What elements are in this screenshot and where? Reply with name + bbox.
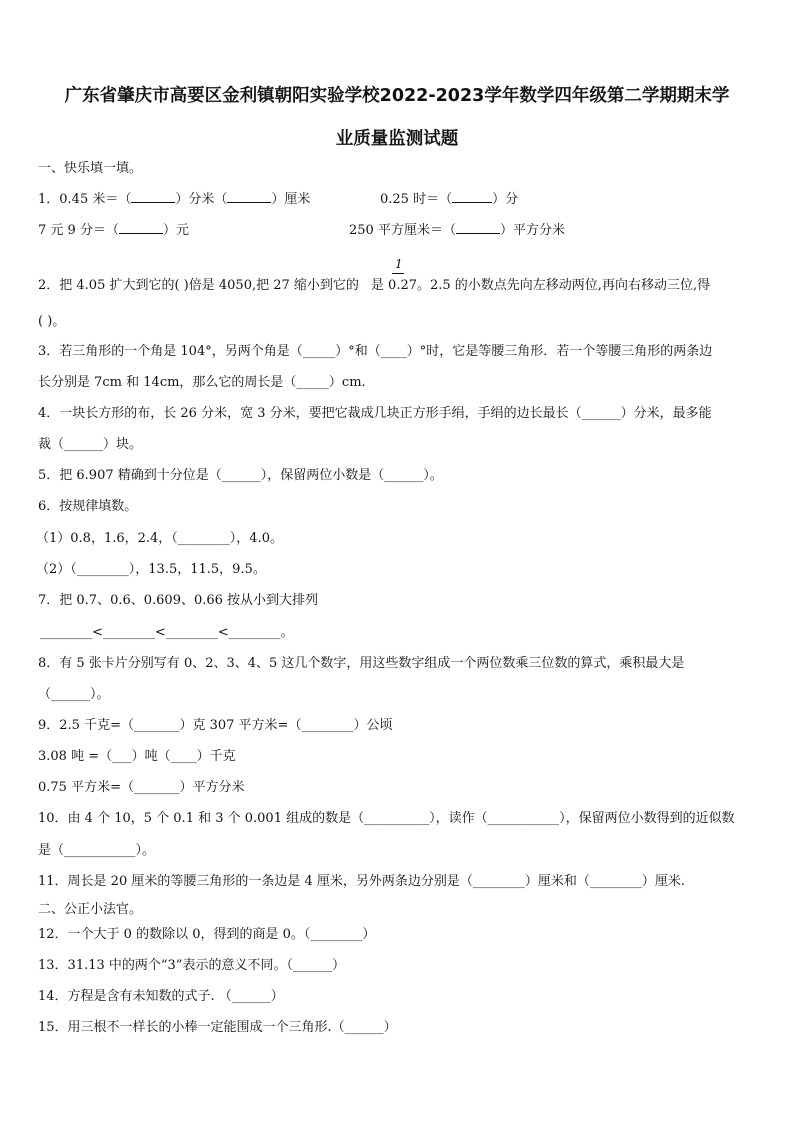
q1-part-b-prefix: 0.25 时＝（ bbox=[380, 192, 453, 207]
question-9-part-1: 9．2.5 千克=（_______）克 307 平方米=（________）公顷 bbox=[38, 718, 393, 733]
question-7-answer-line: ________<________<________<________。 bbox=[40, 625, 294, 640]
q1-part-c-prefix: 7 元 9 分＝（ bbox=[38, 223, 119, 238]
question-1-row-2 bbox=[38, 220, 758, 237]
q1-part-d-prefix: 250 平方厘米＝（ bbox=[349, 223, 456, 238]
q2-text-part-1: 2．把 4.05 扩大到它的( )倍是 4050,把 27 缩小到它的 bbox=[38, 278, 359, 293]
question-6-part-1: （1）0.8，1.6，2.4，（________），4.0。 bbox=[36, 531, 283, 546]
q1-blank-yuan bbox=[119, 220, 163, 234]
question-3-line-1: 3．若三角形的一个角是 104°，另两个角是（_____）°和（____）°时，它是等腰三角形．若一个等腰三角形的两条边 bbox=[38, 344, 713, 359]
question-9-part-3: 0.75 平方米=（_______）平方分米 bbox=[38, 780, 245, 795]
section-heading-fill-in: 一、快乐填一填。 bbox=[38, 161, 143, 176]
q1-part-c-suffix: ）元 bbox=[162, 223, 189, 238]
section-heading-true-false: 二、公正小法官。 bbox=[38, 902, 143, 917]
q1-part-b bbox=[380, 189, 518, 206]
q1-part-a-middle: ）分米（ bbox=[175, 192, 228, 207]
q1-part-d-suffix: ）平方分米 bbox=[499, 223, 565, 238]
question-8-line-1: 8．有 5 张卡片分别写有 0、2、3、4、5 这几个数字，用这些数字组成一个两位数乘三位数的算式，乘积最大是 bbox=[38, 656, 685, 671]
q2-text-part-2: 是 0.27。2.5 的小数点先向左移动两位,再向右移动三位,得 bbox=[370, 278, 711, 293]
question-14: 14．方程是含有未知数的式子. （______） bbox=[38, 989, 284, 1004]
q2-fraction-bar bbox=[392, 273, 404, 274]
q1-blank-minutes bbox=[452, 189, 492, 203]
question-7-heading: 7．把 0.7、0.6、0.609、0.66 按从小到大排列 bbox=[38, 593, 319, 608]
question-12: 12．一个大于 0 的数除以 0，得到的商是 0。（________） bbox=[38, 927, 376, 942]
q1-blank-decimeter bbox=[131, 189, 175, 203]
question-11: 11．周长是 20 厘米的等腰三角形的一条边是 4 厘米，另外两条边分别是（________）厘米和（________）厘米. bbox=[38, 874, 686, 889]
q1-part-a-suffix: ）厘米 bbox=[271, 192, 311, 207]
document-title-line2: 业质量监测试题 bbox=[335, 129, 459, 149]
question-4-line-1: 4．一块长方形的布，长 26 分米，宽 3 分米，要把它裁成几块正方形手绢，手绢的边长最长（______）分米，最多能 bbox=[38, 406, 712, 421]
question-9-part-2: 3.08 吨 =（___）吨（____）千克 bbox=[38, 749, 236, 764]
question-8-line-2: （______）。 bbox=[38, 687, 110, 702]
document-title-line1: 广东省肇庆市高要区金利镇朝阳实验学校2022-2023学年数学四年级第二学期期末学 bbox=[64, 86, 730, 106]
question-1-row-1 bbox=[38, 189, 758, 206]
question-6-part-2: （2）（________），13.5，11.5，9.5。 bbox=[36, 562, 266, 577]
q1-part-b-suffix: ）分 bbox=[492, 192, 519, 207]
question-3-line-2: 长分别是 7cm 和 14cm，那么它的周长是（_____）cm. bbox=[38, 375, 366, 390]
question-6-heading: 6．按规律填数。 bbox=[38, 499, 138, 514]
question-13: 13．31.13 中的两个“3”表示的意义不同。（______） bbox=[38, 958, 345, 973]
question-10-line-1: 10．由 4 个 10，5 个 0.1 和 3 个 0.001 组成的数是（__________），读作（___________），保留两位小数得到的近似数 bbox=[38, 811, 735, 826]
q1-blank-centimeter bbox=[227, 189, 271, 203]
question-5: 5．把 6.907 精确到十分位是（______），保留两位小数是（______）。 bbox=[38, 468, 443, 483]
question-2-line-2: ( )。 bbox=[38, 314, 66, 329]
q1-part-d bbox=[349, 220, 565, 237]
question-2-line-1 bbox=[38, 279, 758, 292]
q1-blank-square-decimeter bbox=[456, 220, 500, 234]
question-15: 15．用三根不一样长的小棒一定能围成一个三角形.（______） bbox=[38, 1020, 397, 1035]
q1-part-a-prefix: 1．0.45 米＝（ bbox=[38, 192, 132, 207]
question-4-line-2: 裁（______）块。 bbox=[38, 437, 143, 452]
q2-fraction-numerator: 1 bbox=[395, 257, 403, 271]
question-10-line-2: 是（___________）。 bbox=[38, 843, 156, 858]
